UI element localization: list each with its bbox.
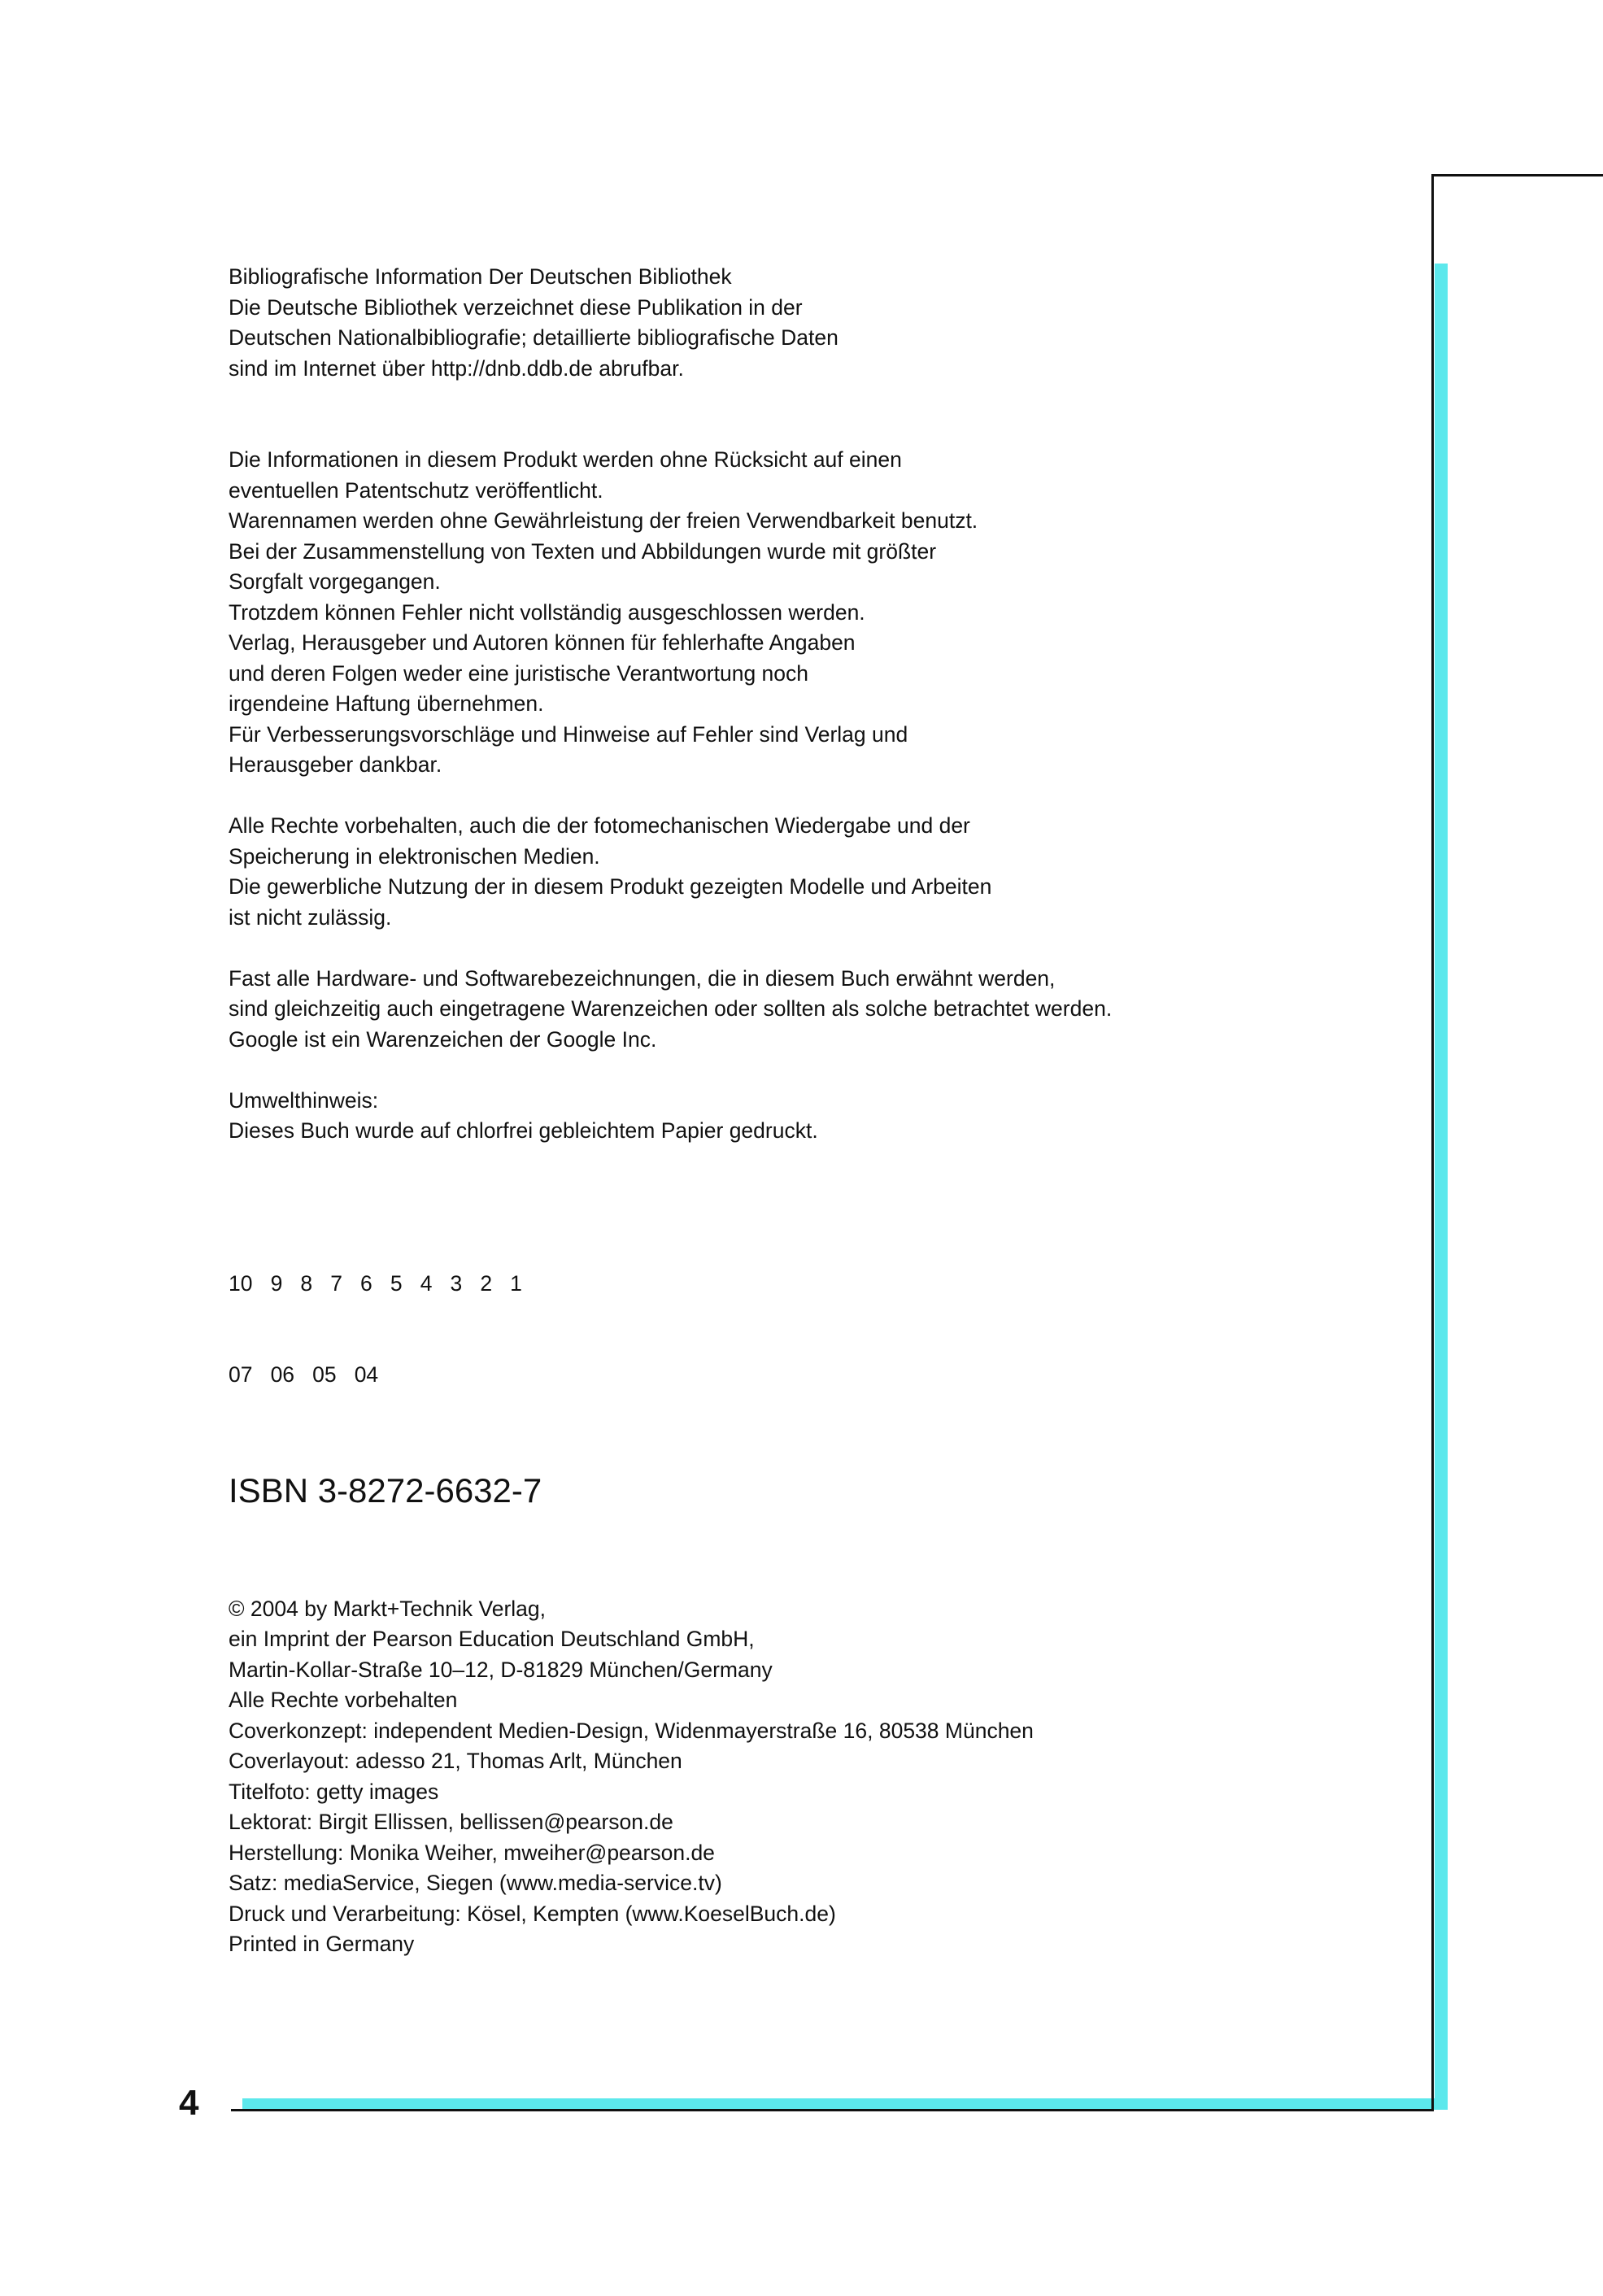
text-line: ein Imprint der Pearson Education Deutschland GmbH,: [229, 1627, 755, 1651]
page-frame-shadow-right: [1435, 264, 1448, 2110]
text-line: Herausgeber dankbar.: [229, 752, 442, 777]
page-frame-bottom-line: [231, 2109, 1434, 2111]
page-number: 4: [179, 2083, 199, 2123]
text-line: eventuellen Patentschutz veröffentlicht.: [229, 477, 603, 503]
page-frame-top-line: [1433, 174, 1603, 176]
text-line: Bei der Zusammenstellung von Texten und Abbildungen wurde mit größter: [229, 538, 937, 564]
text-line: sind gleichzeitig auch eingetragene Warenzeichen oder sollten als solche betrachtet werden.: [229, 996, 1113, 1021]
text-line: sind im Internet über http://dnb.ddb.de abrufbar.: [229, 355, 684, 381]
text-line: Warennamen werden ohne Gewährleistung der freien Verwendbarkeit benutzt.: [229, 508, 978, 533]
text-line: Sorgfalt vorgegangen.: [229, 569, 441, 594]
text-line: Martin-Kollar-Straße 10–12, D-81829 München/Germany: [229, 1657, 773, 1682]
imprint-page-content: [229, 262, 1400, 1960]
environment-notice-block: [229, 1086, 1400, 1147]
text-line: ist nicht zulässig.: [229, 904, 392, 930]
print-run-counter: 10 9 8 7 6 5 4 3 2 1: [229, 1270, 522, 1296]
text-line: Speicherung in elektronischen Medien.: [229, 843, 600, 869]
text-line: Titelfoto: getty images: [229, 1779, 439, 1804]
rights-block: [229, 811, 1400, 933]
text-line: Fast alle Hardware- und Softwarebezeichnungen, die in diesem Buch erwähnt werden,: [229, 965, 1056, 991]
text-line: Die gewerbliche Nutzung der in diesem Produkt gezeigten Modelle und Arbeiten: [229, 874, 992, 899]
text-line: Satz: mediaService, Siegen (www.media-service.tv): [229, 1871, 722, 1895]
isbn-number: ISBN 3-8272-6632-7: [229, 1470, 542, 1510]
text-line: Die Informationen in diesem Produkt werden ohne Rücksicht auf einen: [229, 447, 902, 472]
text-line: irgendeine Haftung übernehmen.: [229, 691, 544, 716]
text-line: Printed in Germany: [229, 1932, 415, 1956]
text-line: und deren Folgen weder eine juristische Verantwortung noch: [229, 660, 809, 686]
trademarks-block: [229, 964, 1400, 1056]
year-counter: 07 06 05 04: [229, 1362, 379, 1387]
text-line: Google ist ein Warenzeichen der Google Inc.: [229, 1026, 657, 1052]
page-frame-right-line: [1431, 174, 1434, 2111]
text-line: Trotzdem können Fehler nicht vollständig ausgeschlossen werden.: [229, 599, 865, 625]
text-line: Deutschen Nationalbibliografie; detaillierte bibliografische Daten: [229, 325, 839, 350]
text-line: Alle Rechte vorbehalten: [229, 1688, 458, 1712]
text-line: Herstellung: Monika Weiher, mweiher@pearson.de: [229, 1840, 715, 1865]
text-line: Lektorat: Birgit Ellissen, bellissen@pearson.de: [229, 1810, 673, 1834]
text-line: Druck und Verarbeitung: Kösel, Kempten (www.KoeselBuch.de): [229, 1901, 836, 1926]
text-line: Dieses Buch wurde auf chlorfrei gebleichtem Papier gedruckt.: [229, 1118, 818, 1143]
text-line: Umwelthinweis:: [229, 1087, 379, 1113]
text-line: © 2004 by Markt+Technik Verlag,: [229, 1596, 546, 1621]
text-line: Verlag, Herausgeber und Autoren können für fehlerhafte Angaben: [229, 630, 856, 655]
text-line: Für Verbesserungsvorschläge und Hinweise auf Fehler sind Verlag und: [229, 721, 908, 747]
bibliographic-info-block: [229, 262, 1400, 384]
text-line: Alle Rechte vorbehalten, auch die der fotomechanischen Wiedergabe und der: [229, 813, 970, 838]
text-line: Bibliografische Information Der Deutschen Bibliothek: [229, 264, 732, 289]
imprint-credits-block: [229, 1594, 1400, 1960]
text-line: Die Deutsche Bibliothek verzeichnet diese Publikation in der: [229, 294, 803, 320]
page-frame-shadow-bottom: [242, 2098, 1448, 2110]
text-line: Coverlayout: adesso 21, Thomas Arlt, München: [229, 1749, 682, 1773]
disclaimer-block: [229, 445, 1400, 781]
text-line: Coverkonzept: independent Medien-Design, Widenmayerstraße 16, 80538 München: [229, 1718, 1034, 1743]
